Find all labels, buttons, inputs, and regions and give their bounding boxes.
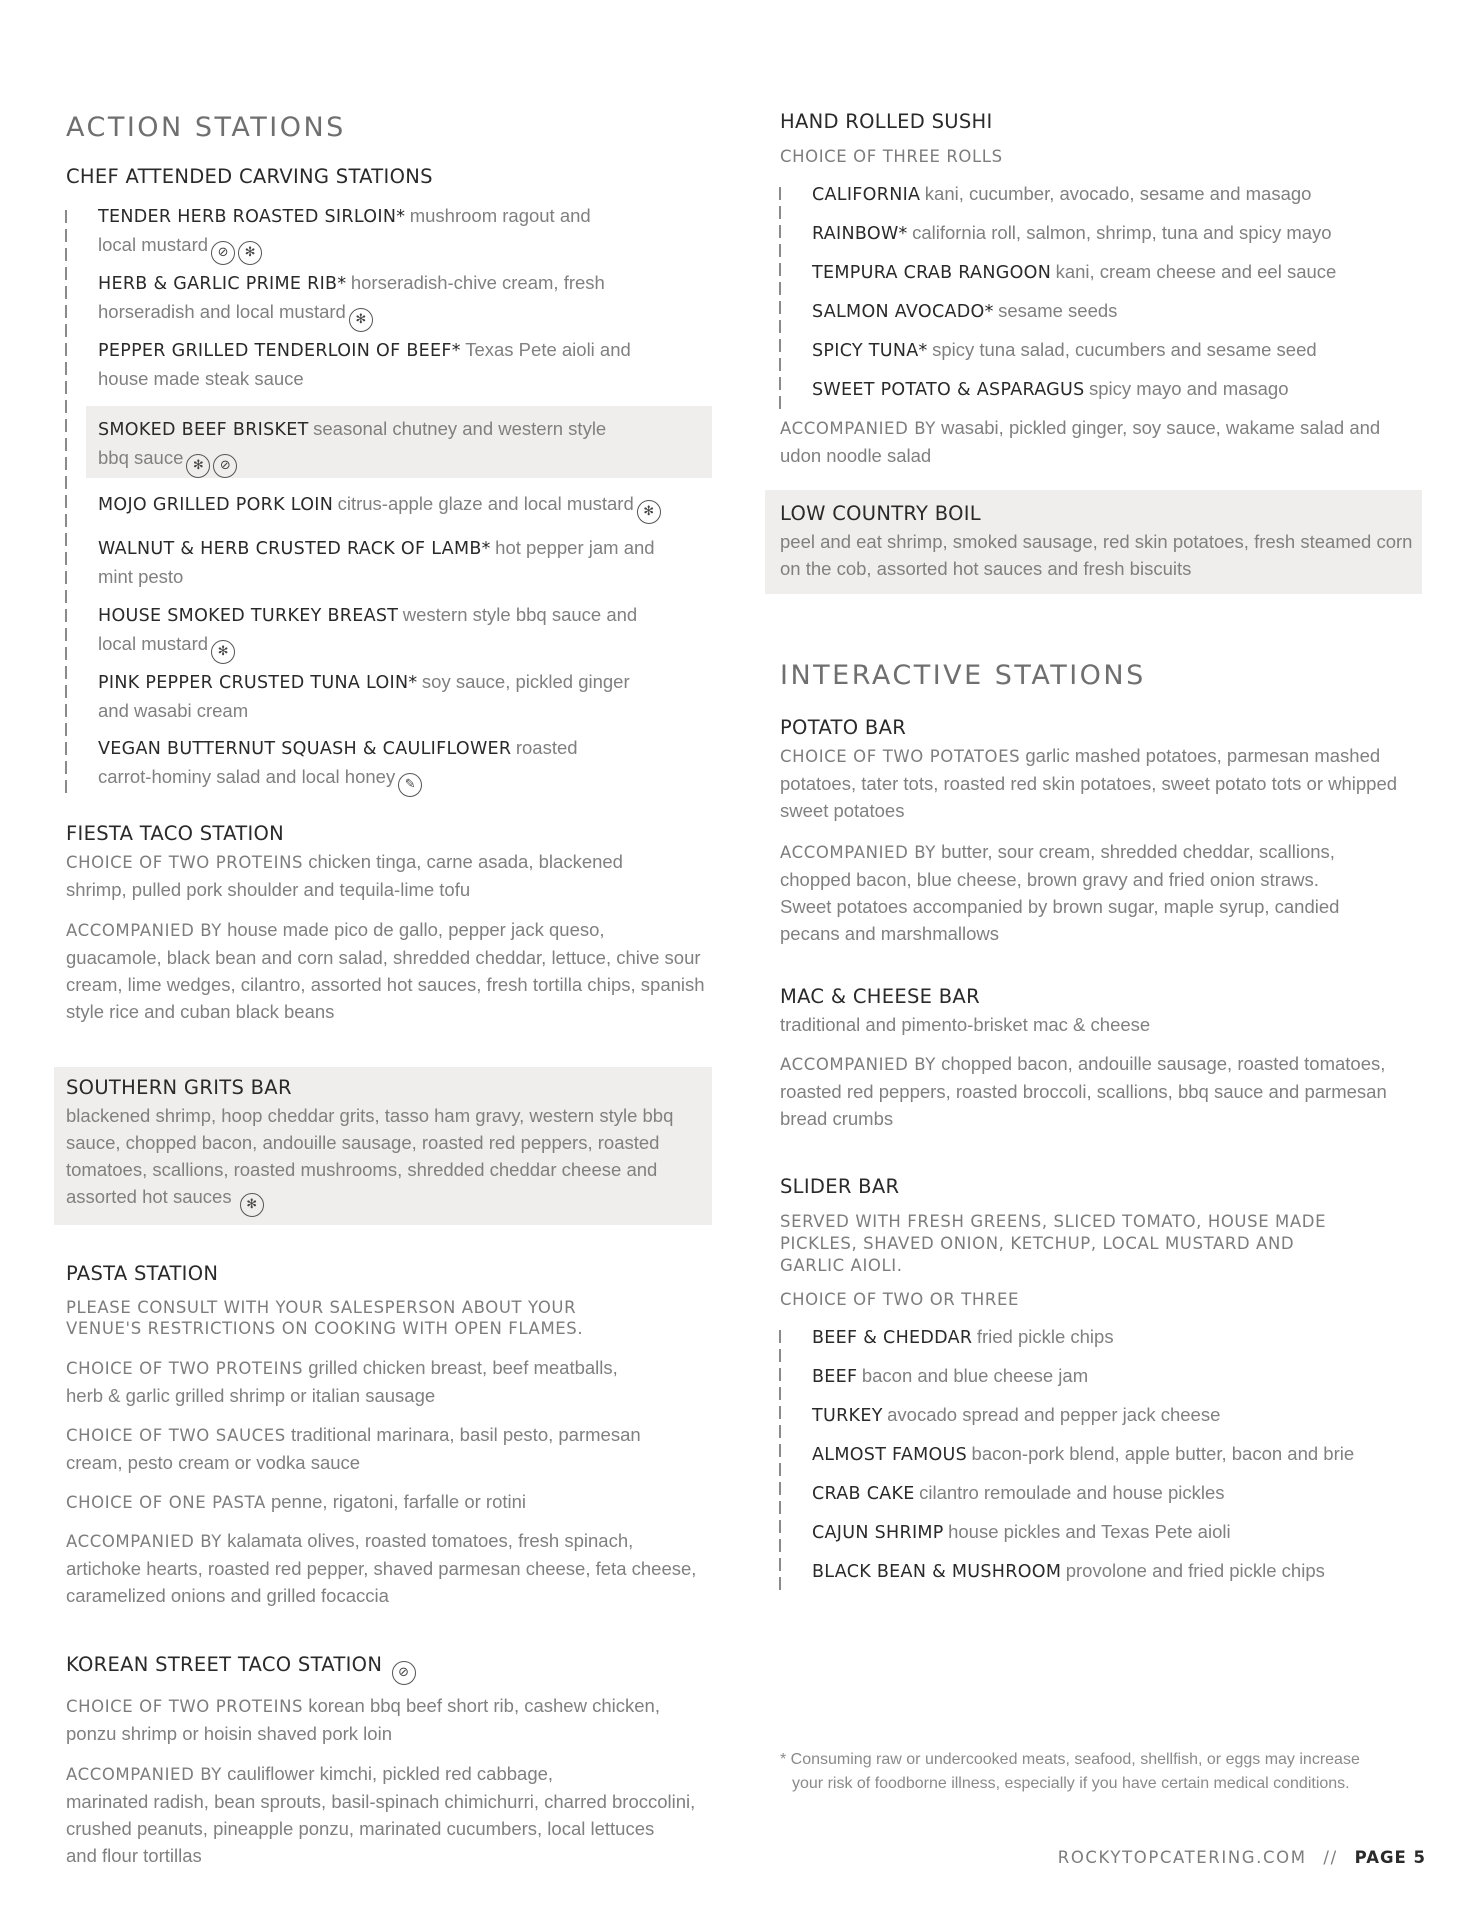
item-description: hot pepper jam and xyxy=(495,537,655,558)
rule-tick xyxy=(65,666,67,679)
rule-tick xyxy=(65,438,67,451)
rule-tick xyxy=(65,400,67,413)
item-description-cont: horseradish and local mustard xyxy=(98,301,346,322)
rule-tick xyxy=(65,362,67,375)
item-name: TENDER HERB ROASTED SIRLOIN* xyxy=(98,207,406,227)
item-description-cont: and wasabi cream xyxy=(98,700,249,721)
rule-tick xyxy=(65,343,67,356)
gluten-free-icon: ✻ xyxy=(349,308,373,332)
carving-item xyxy=(98,336,698,394)
sushi-item xyxy=(812,219,1412,248)
rule-tick xyxy=(779,1463,781,1476)
rule-tick xyxy=(779,1349,781,1362)
page-footer: ROCKYTOPCATERING.COM // PAGE 5 xyxy=(1057,1848,1426,1867)
item-description: kani, cream cheese and eel sauce xyxy=(1055,261,1337,282)
item-name: HOUSE SMOKED TURKEY BREAST xyxy=(98,606,399,626)
item-description: california roll, salmon, shrimp, tuna and spicy mayo xyxy=(912,222,1332,243)
rule-tick xyxy=(65,324,67,337)
item-description: horseradish-chive cream, fresh xyxy=(350,272,605,293)
carving-rule xyxy=(65,210,67,785)
item-description: provolone and fried pickle chips xyxy=(1065,1560,1325,1581)
carving-item xyxy=(98,202,698,265)
grits-description: blackened shrimp, hoop cheddar grits, tasso ham gravy, western style bbq sauce, chopped bacon, andouille sausage, roasted red peppers, roasted tomatoes, scallions, roasted mushrooms, shredded cheddar cheese and assorted hot sauces ✻ xyxy=(66,1102,706,1217)
rule-tick xyxy=(65,571,67,584)
carving-item xyxy=(98,668,698,726)
rule-tick xyxy=(65,210,67,223)
item-description: Texas Pete aioli and xyxy=(465,339,631,360)
slider-choice: CHOICE OF TWO OR THREE xyxy=(780,1290,1020,1309)
item-description: bacon-pork blend, apple butter, bacon and brie xyxy=(971,1443,1355,1464)
rule-tick xyxy=(779,1577,781,1590)
item-name: SMOKED BEEF BRISKET xyxy=(98,420,309,440)
rule-tick xyxy=(65,609,67,622)
slider-item xyxy=(812,1401,1412,1430)
item-name: CALIFORNIA xyxy=(812,185,921,205)
rule-tick xyxy=(779,1539,781,1552)
rule-tick xyxy=(65,476,67,489)
pasta-notice: PLEASE CONSULT WITH YOUR SALESPERSON ABOUT YOUR VENUE'S RESTRICTIONS ON COOKING WITH OPEN FLAMES. xyxy=(66,1298,584,1338)
item-description: cilantro remoulade and house pickles xyxy=(919,1482,1225,1503)
rule-tick xyxy=(65,419,67,432)
website-link[interactable]: ROCKYTOPCATERING.COM xyxy=(1057,1848,1307,1867)
gluten-free-icon: ✻ xyxy=(211,640,235,664)
fiesta-proteins-label: CHOICE OF TWO PROTEINS xyxy=(66,853,304,872)
dairy-free-icon: ⊘ xyxy=(392,1661,416,1685)
rule-tick xyxy=(65,742,67,755)
sushi-subtitle: CHOICE OF THREE ROLLS xyxy=(780,147,1003,166)
rule-tick xyxy=(779,187,781,200)
item-description-cont: mint pesto xyxy=(98,566,184,587)
potato-accompaniments: ACCOMPANIED BY butter, sour cream, shredded cheddar, scallions, chopped bacon, blue cheese, brown gravy and fried onion straws. Sweet potatoes accompanied by brown sugar, maple syrup, candied pecans and marshmallows xyxy=(780,841,1340,944)
slider-item xyxy=(812,1479,1412,1508)
vegan-icon: ✎ xyxy=(398,773,422,797)
rule-tick xyxy=(779,1482,781,1495)
rule-tick xyxy=(779,206,781,219)
slider-served-with: SERVED WITH FRESH GREENS, SLICED TOMATO, HOUSE MADE PICKLES, SHAVED ONION, KETCHUP, LOCAL MUSTARD AND GARLIC AIOLI. xyxy=(780,1212,1327,1275)
rule-tick xyxy=(65,381,67,394)
sushi-accompaniments: ACCOMPANIED BY wasabi, pickled ginger, soy sauce, wakame salad and udon noodle salad xyxy=(780,417,1381,466)
slider-item xyxy=(812,1440,1412,1469)
gluten-free-icon: ✻ xyxy=(186,454,210,478)
item-description: bacon and blue cheese jam xyxy=(861,1365,1089,1386)
item-description: house pickles and Texas Pete aioli xyxy=(948,1521,1231,1542)
fiesta-heading: FIESTA TACO STATION xyxy=(66,822,285,845)
item-description: spicy mayo and masago xyxy=(1089,378,1289,399)
dairy-free-icon: ⊘ xyxy=(211,241,235,265)
item-name: VEGAN BUTTERNUT SQUASH & CAULIFLOWER xyxy=(98,739,512,759)
item-name: CRAB CAKE xyxy=(812,1484,915,1504)
rule-tick xyxy=(65,780,67,793)
rule-tick xyxy=(779,396,781,409)
rule-tick xyxy=(779,282,781,295)
item-description-cont: local mustard xyxy=(98,633,209,654)
carving-heading: CHEF ATTENDED CARVING STATIONS xyxy=(66,165,433,188)
slider-item xyxy=(812,1557,1412,1586)
item-description: mushroom ragout and xyxy=(409,205,591,226)
item-description: soy sauce, pickled ginger xyxy=(421,671,630,692)
item-name: BEEF xyxy=(812,1367,858,1387)
item-description: roasted xyxy=(515,737,578,758)
rule-tick xyxy=(779,1406,781,1419)
rule-tick xyxy=(779,1330,781,1343)
interactive-stations-heading: INTERACTIVE STATIONS xyxy=(780,660,1146,691)
carving-item xyxy=(98,534,698,592)
korean-proteins: CHOICE OF TWO PROTEINS korean bbq beef short rib, cashew chicken, ponzu shrimp or hoisin shaved pork loin xyxy=(66,1695,660,1744)
carving-item xyxy=(98,415,698,478)
item-name: PEPPER GRILLED TENDERLOIN OF BEEF* xyxy=(98,341,461,361)
sushi-item xyxy=(812,336,1412,365)
sushi-item xyxy=(812,180,1412,209)
gluten-free-icon: ✻ xyxy=(240,1193,264,1217)
item-name: TEMPURA CRAB RANGOON xyxy=(812,263,1052,283)
rule-tick xyxy=(779,1368,781,1381)
rule-tick xyxy=(779,358,781,371)
item-name: HERB & GARLIC PRIME RIB* xyxy=(98,274,347,294)
action-stations-heading: ACTION STATIONS xyxy=(66,112,346,143)
slider-item xyxy=(812,1518,1412,1547)
rule-tick xyxy=(65,286,67,299)
potato-choices: CHOICE OF TWO POTATOES garlic mashed potatoes, parmesan mashed potatoes, tater tots, roasted red skin potatoes, sweet potato tots or whipped sweet potatoes xyxy=(780,745,1398,821)
rule-tick xyxy=(779,1387,781,1400)
item-description-cont: house made steak sauce xyxy=(98,368,304,389)
rule-tick xyxy=(779,263,781,276)
sushi-rule xyxy=(779,187,781,397)
slider-item xyxy=(812,1362,1412,1391)
pasta-choice: CHOICE OF ONE PASTA penne, rigatoni, farfalle or rotini xyxy=(66,1491,527,1512)
item-name: BLACK BEAN & MUSHROOM xyxy=(812,1562,1062,1582)
item-description: fried pickle chips xyxy=(976,1326,1114,1347)
carving-item xyxy=(98,269,698,332)
item-name: SWEET POTATO & ASPARAGUS xyxy=(812,380,1085,400)
item-name: BEEF & CHEDDAR xyxy=(812,1328,973,1348)
pasta-heading: PASTA STATION xyxy=(66,1262,219,1285)
slider-heading: SLIDER BAR xyxy=(780,1175,900,1198)
korean-accompaniments: ACCOMPANIED BY cauliflower kimchi, pickled red cabbage, marinated radish, bean sprouts, basil-spinach chimichurri, charred broccolini, crushed peanuts, pineapple ponzu, marinated cucumbers, local lettuces and flour tortillas xyxy=(66,1763,696,1866)
dairy-free-icon: ⊘ xyxy=(213,454,237,478)
item-description: citrus-apple glaze and local mustard xyxy=(337,493,634,514)
pasta-proteins: CHOICE OF TWO PROTEINS grilled chicken breast, beef meatballs, herb & garlic grilled shrimp or italian sausage xyxy=(66,1357,618,1406)
item-description: seasonal chutney and western style xyxy=(313,418,607,439)
item-description-cont: bbq sauce xyxy=(98,447,184,468)
item-name: CAJUN SHRIMP xyxy=(812,1523,944,1543)
sushi-item xyxy=(812,258,1412,287)
sushi-item xyxy=(812,297,1412,326)
rule-tick xyxy=(779,244,781,257)
mac-description: traditional and pimento-brisket mac & cheese xyxy=(780,1014,1151,1035)
rule-tick xyxy=(65,761,67,774)
fiesta-proteins: CHOICE OF TWO PROTEINS chicken tinga, carne asada, blackened shrimp, pulled pork shoulder and tequila-lime tofu xyxy=(66,851,623,900)
boil-description: peel and eat shrimp, smoked sausage, red skin potatoes, fresh steamed corn on the cob, assorted hot sauces and fresh biscuits xyxy=(780,531,1413,579)
rule-tick xyxy=(779,225,781,238)
rule-tick xyxy=(65,457,67,470)
item-name: ALMOST FAMOUS xyxy=(812,1445,968,1465)
rule-tick xyxy=(65,533,67,546)
carving-item xyxy=(98,490,698,524)
rule-tick xyxy=(65,229,67,242)
gluten-free-icon: ✻ xyxy=(637,500,661,524)
item-description-cont: local mustard xyxy=(98,234,209,255)
pasta-accompaniments: ACCOMPANIED BY kalamata olives, roasted tomatoes, fresh spinach, artichoke hearts, roasted red pepper, shaved parmesan cheese, feta cheese, caramelized onions and grilled focaccia xyxy=(66,1530,697,1606)
rule-tick xyxy=(65,704,67,717)
item-name: RAINBOW* xyxy=(812,224,908,244)
slider-item xyxy=(812,1323,1412,1352)
rule-tick xyxy=(65,628,67,641)
item-description: avocado spread and pepper jack cheese xyxy=(887,1404,1221,1425)
rule-tick xyxy=(65,267,67,280)
item-description-cont: carrot-hominy salad and local honey xyxy=(98,766,396,787)
rule-tick xyxy=(779,301,781,314)
slider-rule xyxy=(779,1330,781,1580)
rule-tick xyxy=(65,647,67,660)
rule-tick xyxy=(779,1501,781,1514)
rule-tick xyxy=(779,377,781,390)
item-description: kani, cucumber, avocado, sesame and masago xyxy=(924,183,1312,204)
rule-tick xyxy=(779,320,781,333)
item-name: PINK PEPPER CRUSTED TUNA LOIN* xyxy=(98,673,418,693)
fiesta-acc-label: ACCOMPANIED BY xyxy=(66,921,222,940)
rule-tick xyxy=(779,1444,781,1457)
gluten-free-icon: ✻ xyxy=(238,241,262,265)
fiesta-accompaniments: ACCOMPANIED BY house made pico de gallo, pepper jack queso, guacamole, black bean and corn salad, shredded cheddar, lettuce, chive sour cream, lime wedges, cilantro, assorted hot sauces, fresh tortilla chips, spanish style rice and cuban black beans xyxy=(66,919,705,1022)
rule-tick xyxy=(65,248,67,261)
sushi-item xyxy=(812,375,1412,404)
item-name: SPICY TUNA* xyxy=(812,341,928,361)
item-description: western style bbq sauce and xyxy=(402,604,638,625)
rule-tick xyxy=(65,552,67,565)
boil-heading: LOW COUNTRY BOIL xyxy=(780,502,981,525)
item-description: spicy tuna salad, cucumbers and sesame seed xyxy=(932,339,1317,360)
rule-tick xyxy=(65,723,67,736)
carving-item xyxy=(98,734,698,797)
item-name: MOJO GRILLED PORK LOIN xyxy=(98,495,334,515)
rule-tick xyxy=(65,305,67,318)
item-name: WALNUT & HERB CRUSTED RACK OF LAMB* xyxy=(98,539,491,559)
mac-accompaniments: ACCOMPANIED BY chopped bacon, andouille sausage, roasted tomatoes, roasted red peppers, roasted broccoli, scallions, bbq sauce and parmesan bread crumbs xyxy=(780,1053,1387,1129)
item-name: SALMON AVOCADO* xyxy=(812,302,994,322)
korean-heading: KOREAN STREET TACO STATION ⊘ xyxy=(66,1653,416,1685)
disclaimer: * Consuming raw or undercooked meats, seafood, shellfish, or eggs may increase your risk of foodborne illness, especially if you have certain medical conditions. xyxy=(780,1751,1360,1792)
rule-tick xyxy=(779,1558,781,1571)
rule-tick xyxy=(65,514,67,527)
rule-tick xyxy=(779,339,781,352)
carving-item xyxy=(98,601,698,664)
item-name: TURKEY xyxy=(812,1406,883,1426)
rule-tick xyxy=(65,685,67,698)
item-description: sesame seeds xyxy=(998,300,1118,321)
potato-heading: POTATO BAR xyxy=(780,716,907,739)
pasta-sauces: CHOICE OF TWO SAUCES traditional marinara, basil pesto, parmesan cream, pesto cream or vodka sauce xyxy=(66,1424,641,1473)
grits-heading: SOUTHERN GRITS BAR xyxy=(66,1076,292,1099)
rule-tick xyxy=(779,1425,781,1438)
sushi-heading: HAND ROLLED SUSHI xyxy=(780,110,993,133)
page-number: PAGE 5 xyxy=(1354,1848,1426,1867)
mac-heading: MAC & CHEESE BAR xyxy=(780,985,980,1008)
rule-tick xyxy=(65,590,67,603)
rule-tick xyxy=(779,1520,781,1533)
rule-tick xyxy=(65,495,67,508)
